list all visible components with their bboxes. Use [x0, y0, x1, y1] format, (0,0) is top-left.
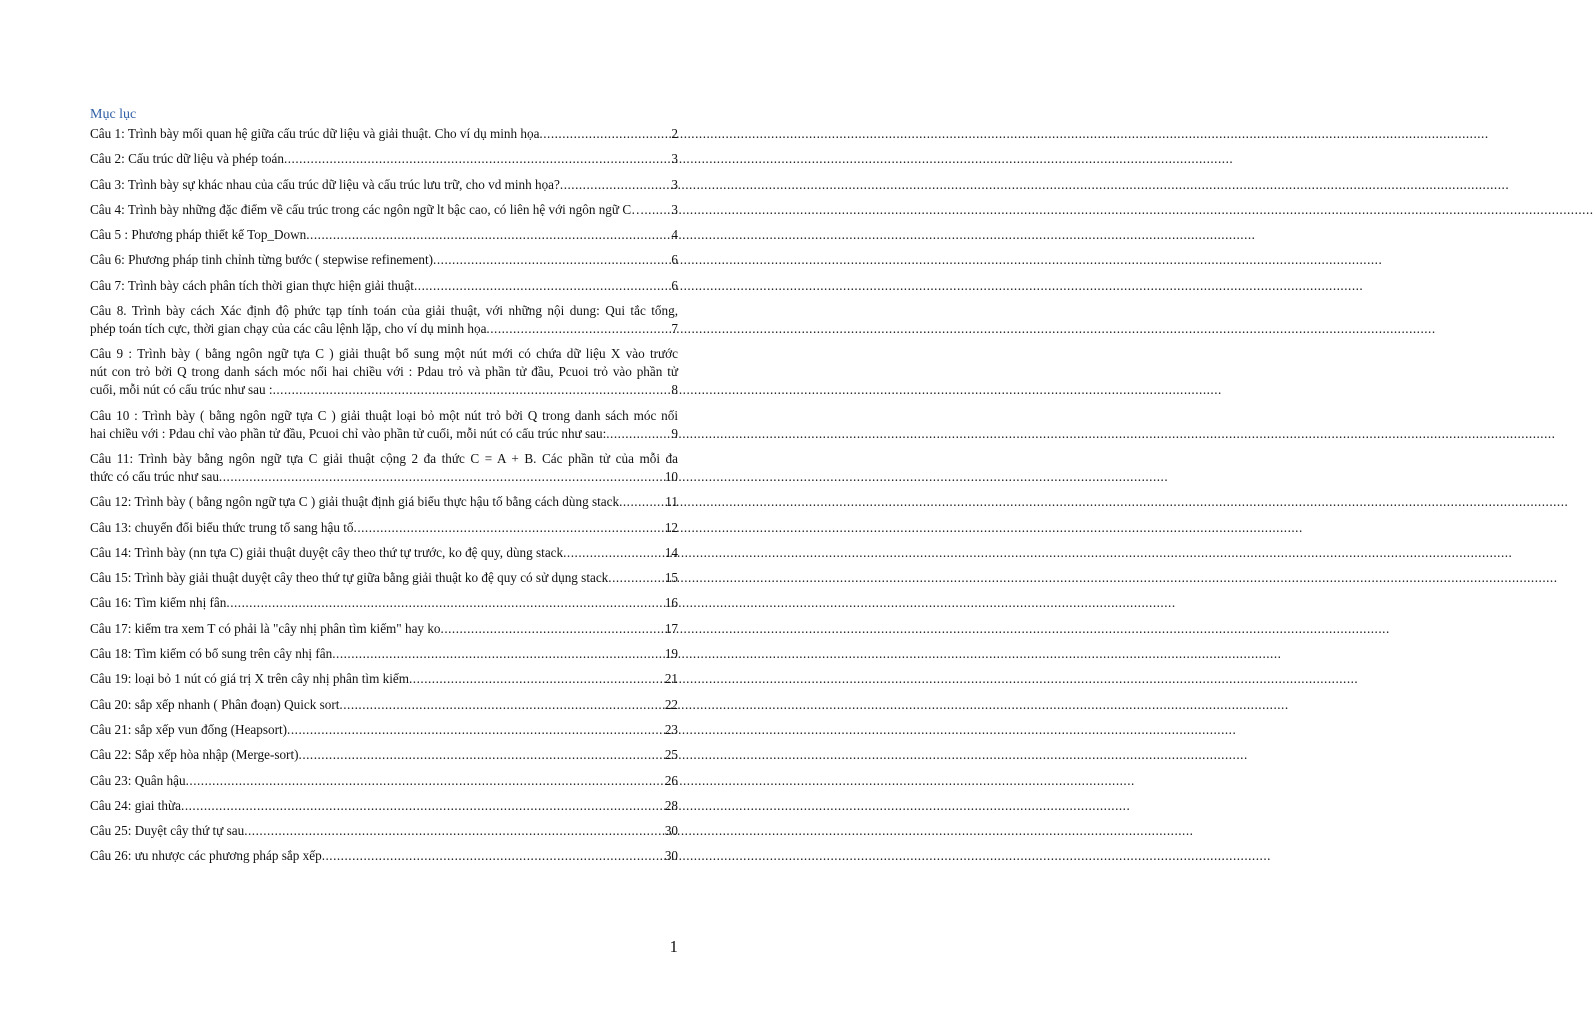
- dot-leader: [619, 493, 665, 511]
- toc-entry-line: Câu 10 : Trình bày ( bằng ngôn ngữ tựa C ) giải thuật loại bỏ một nút trỏ bởi Q trong danh sách móc nối: [90, 407, 678, 423]
- toc-entry[interactable]: [90, 569, 678, 587]
- toc-entry-line: nút con trỏ bởi Q trong danh sách móc nối hai chiều với : Pdau trỏ và phần tử đầu, Pcuoi trỏ vào phần tử: [90, 364, 678, 380]
- toc-entry-label: Câu 21: sắp xếp vun đống (Heapsort): [90, 721, 288, 737]
- toc-entry-page: 19: [664, 646, 678, 662]
- toc-entry-final-line: [90, 176, 678, 194]
- toc-entry[interactable]: [90, 721, 678, 739]
- toc-entry-final-line: [90, 425, 678, 443]
- toc-entry-page: 21: [664, 671, 678, 687]
- toc-entry-final-line: [90, 201, 678, 219]
- toc-entry-page: 9: [671, 425, 678, 441]
- dot-leader: [563, 544, 665, 562]
- toc-entry[interactable]: [90, 125, 678, 143]
- toc-entry[interactable]: [90, 176, 678, 194]
- toc-entry-label: Câu 16: Tìm kiếm nhị fân: [90, 595, 227, 611]
- toc-entry-label: Câu 13: chuyển đổi biểu thức trung tố sang hậu tố: [90, 519, 354, 535]
- dot-leader: [306, 226, 671, 244]
- toc-entry-final-line: [90, 468, 678, 486]
- toc-entry-final-line: [90, 822, 678, 840]
- toc-entry[interactable]: [90, 822, 678, 840]
- toc-entry[interactable]: [90, 493, 678, 511]
- toc-entry-label: phép toán tích cực, thời gian chạy của các câu lệnh lặp, cho ví dụ minh họa: [90, 321, 487, 337]
- toc-entry-final-line: [90, 797, 678, 815]
- toc-entry-label: hai chiều với : Pdau chỉ vào phần tử đầu, Pcuoi chỉ vào phần tử cuối, mỗi nút có cấu trúc như sau:: [90, 425, 607, 441]
- toc-entry-page: 6: [671, 277, 678, 293]
- toc-entry-label: Câu 25: Duyệt cây thứ tự sau: [90, 823, 245, 839]
- toc-entry-label: Câu 26: ưu nhược các phương pháp sắp xếp: [90, 848, 322, 864]
- dot-leader: [284, 150, 671, 168]
- toc-entry-final-line: [90, 544, 678, 562]
- page-number: 1: [669, 937, 678, 956]
- toc-entry-final-line: [90, 381, 678, 399]
- toc-entry-page: 30: [664, 848, 678, 864]
- toc-entry-final-line: [90, 645, 678, 663]
- toc-entry-label: thức có cấu trúc như sau: [90, 468, 219, 484]
- toc-entry-label: Câu 14: Trình bày (nn tựa C) giải thuật duyệt cây theo thứ tự trước, ko đệ quy, dùng stack: [90, 544, 564, 560]
- toc-entry-label: Câu 20: sắp xếp nhanh ( Phân đoạn) Quick sort: [90, 696, 340, 712]
- dot-leader: [273, 381, 672, 399]
- toc-entry-final-line: [90, 569, 678, 587]
- toc-entry-page: 30: [664, 823, 678, 839]
- dot-leader: [414, 277, 671, 295]
- dot-leader: [433, 251, 671, 269]
- dot-leader: [409, 670, 665, 688]
- toc-entry[interactable]: [90, 407, 678, 443]
- toc-entry-label: Câu 23: Quân hậu: [90, 772, 186, 788]
- toc-entry[interactable]: [90, 226, 678, 244]
- toc-entry[interactable]: [90, 746, 678, 764]
- dot-leader: [332, 645, 665, 663]
- toc-entry-label: cuối, mỗi nút có cấu trúc như sau :: [90, 382, 273, 398]
- toc-entry[interactable]: [90, 150, 678, 168]
- toc-entry-label: Câu 3: Trình bày sự khác nhau của cấu trúc dữ liệu và cấu trúc lưu trữ, cho vd minh họa?: [90, 176, 560, 192]
- dot-leader: [299, 746, 665, 764]
- toc-entry-line: Câu 8. Trình bày cách Xác định độ phức tạp tính toán của giải thuật, với những nội dung: Qui tắc tổng,: [90, 303, 678, 319]
- toc-entry[interactable]: [90, 645, 678, 663]
- toc-entry-label: Câu 6: Phương pháp tinh chỉnh từng bước ( stepwise refinement): [90, 252, 434, 268]
- toc-entry-final-line: [90, 493, 678, 511]
- toc-entry-label: Câu 4: Trình bày những đặc điểm về cấu trúc trong các ngôn ngữ lt bậc cao, có liên hệ với ngôn ngữ C…: [90, 201, 645, 217]
- toc-entry-page: 4: [671, 227, 678, 243]
- toc-entry-page: 17: [664, 620, 678, 636]
- toc-entry-final-line: [90, 320, 678, 338]
- toc-entry[interactable]: [90, 544, 678, 562]
- toc-entry-final-line: [90, 150, 678, 168]
- toc-entry-label: Câu 15: Trình bày giải thuật duyệt cây theo thứ tự giữa bằng giải thuật ko đệ quy có sử dụng stack: [90, 570, 609, 586]
- toc-entry-label: Câu 17: kiểm tra xem T có phải là "cây nhị phân tìm kiếm" hay ko: [90, 620, 441, 636]
- dot-leader: [441, 620, 665, 638]
- toc-entry-page: 15: [664, 570, 678, 586]
- toc-entry[interactable]: [90, 696, 678, 714]
- toc-entry[interactable]: [90, 847, 678, 865]
- dot-leader: [244, 822, 665, 840]
- toc-entry[interactable]: [90, 620, 678, 638]
- toc-entry-page: 2: [671, 126, 678, 141]
- dot-leader: [606, 425, 671, 443]
- toc-entry-final-line: [90, 277, 678, 295]
- dot-leader: [608, 569, 665, 587]
- dot-leader: [219, 468, 665, 486]
- dot-leader: [560, 176, 672, 194]
- dot-leader: [322, 847, 665, 865]
- dot-leader: [287, 721, 665, 739]
- dot-leader: [539, 125, 671, 143]
- toc-entry-page: 11: [665, 494, 678, 510]
- toc-entry-line: Câu 9 : Trình bày ( bằng ngôn ngữ tựa C ) giải thuật bổ sung một nút mới có chứa dữ liệu X vào trước: [90, 346, 678, 362]
- table-of-contents: [90, 125, 678, 873]
- dot-leader: [186, 772, 665, 790]
- toc-entry-page: 25: [664, 747, 678, 763]
- dot-leader: [226, 594, 664, 612]
- toc-entry-final-line: [90, 847, 678, 865]
- toc-entry-label: Câu 19: loại bỏ 1 nút có giá trị X trên cây nhị phân tìm kiếm: [90, 671, 409, 687]
- toc-entry-page: 16: [664, 595, 678, 611]
- toc-entry-page: 3: [671, 176, 678, 192]
- toc-entry-final-line: [90, 670, 678, 688]
- dot-leader: [486, 320, 671, 338]
- toc-entry-final-line: [90, 594, 678, 612]
- toc-entry-final-line: [90, 696, 678, 714]
- toc-entry-final-line: [90, 125, 678, 143]
- toc-entry-label: Câu 2: Cấu trúc dữ liệu và phép toán: [90, 151, 284, 167]
- toc-entry-line: Câu 11: Trình bày bằng ngôn ngữ tựa C giải thuật cộng 2 đa thức C = A + B. Các phần tử của mỗi đa: [90, 450, 678, 466]
- dot-leader: [354, 519, 665, 537]
- toc-entry-final-line: [90, 620, 678, 638]
- toc-entry-label: Câu 12: Trình bày ( bằng ngôn ngữ tựa C ) giải thuật định giá biểu thực hậu tố bằng cách dùng stack: [90, 494, 620, 510]
- toc-entry-page: 26: [664, 772, 678, 788]
- toc-entry-final-line: [90, 519, 678, 537]
- toc-entry-page: 8: [671, 382, 678, 398]
- toc-entry-page: 14: [664, 544, 678, 560]
- toc-entry[interactable]: [90, 670, 678, 688]
- toc-entry-page: 28: [664, 797, 678, 813]
- toc-entry-page: 22: [664, 696, 678, 712]
- dot-leader: [644, 201, 671, 219]
- toc-entry-label: Câu 7: Trình bày cách phân tích thời gian thực hiện giải thuật: [90, 277, 414, 293]
- toc-entry[interactable]: [90, 251, 678, 269]
- toc-entry-page: 6: [671, 252, 678, 268]
- toc-entry-final-line: [90, 772, 678, 790]
- toc-entry[interactable]: [90, 277, 678, 295]
- toc-entry[interactable]: [90, 201, 678, 219]
- toc-entry-final-line: [90, 746, 678, 764]
- dot-leader: [181, 797, 665, 815]
- toc-entry-final-line: [90, 251, 678, 269]
- toc-entry-page: 10: [664, 468, 678, 484]
- toc-entry-final-line: [90, 226, 678, 244]
- toc-entry[interactable]: [90, 345, 678, 399]
- toc-entry-page: 3: [671, 201, 678, 217]
- toc-entry-label: Câu 22: Sắp xếp hòa nhập (Merge-sort): [90, 747, 299, 763]
- toc-entry-label: Câu 1: Trình bày mối quan hệ giữa cấu trúc dữ liệu và giải thuật. Cho ví dụ minh họa: [90, 126, 540, 141]
- toc-entry[interactable]: [90, 772, 678, 790]
- toc-entry-label: Câu 5 : Phương pháp thiết kế Top_Down: [90, 227, 307, 243]
- dot-leader: [339, 696, 664, 714]
- toc-entry[interactable]: [90, 450, 678, 486]
- toc-entry[interactable]: [90, 797, 678, 815]
- toc-entry-page: 23: [664, 721, 678, 737]
- toc-entry-label: Câu 18: Tìm kiếm có bổ sung trên cây nhị fân: [90, 646, 333, 662]
- toc-heading: Mục lục: [90, 107, 137, 122]
- toc-entry-page: 3: [671, 151, 678, 167]
- toc-entry-page: 7: [671, 321, 678, 337]
- toc-entry-page: 12: [664, 519, 678, 535]
- toc-entry-label: Câu 24: giai thừa: [90, 797, 182, 813]
- toc-entry-final-line: [90, 721, 678, 739]
- toc-entry[interactable]: [90, 594, 678, 612]
- toc-entry[interactable]: [90, 302, 678, 338]
- toc-entry[interactable]: [90, 519, 678, 537]
